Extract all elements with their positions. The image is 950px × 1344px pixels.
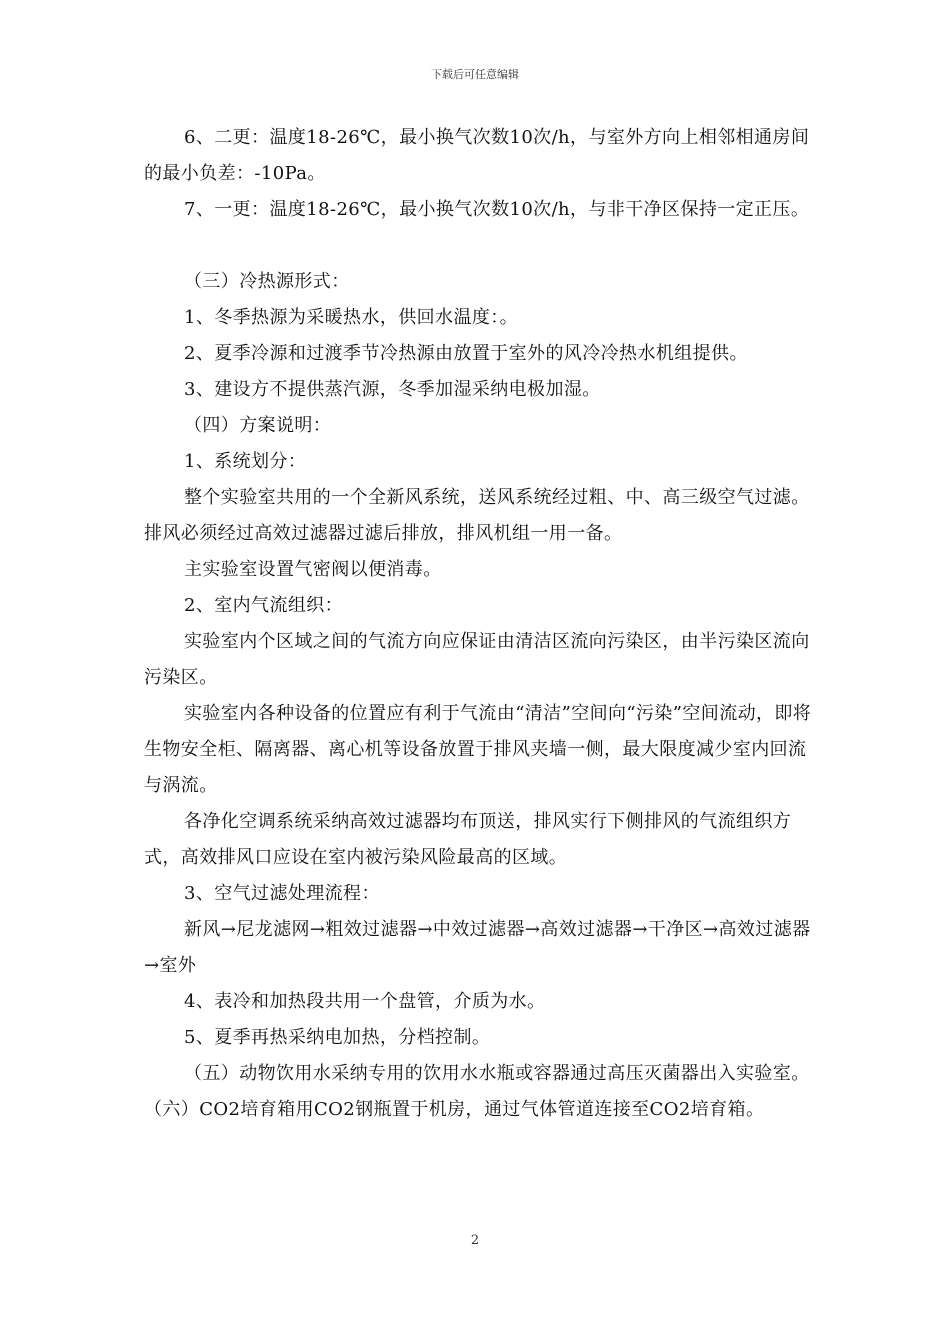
paragraph: 2、室内气流组织： bbox=[184, 595, 344, 616]
document-body bbox=[144, 120, 812, 1128]
paragraph: 实验室内各种设备的位置应有利于气流由“清洁”空间向“污染”空间流动，即将生物安全柜、隔离器、离心机等设备放置于排风夹墙一侧，最大限度减少室内回流与涡流。 bbox=[144, 703, 812, 796]
paragraph: 5、夏季再热采纳电加热，分档控制。 bbox=[184, 1027, 491, 1048]
paragraph: 实验室内个区域之间的气流方向应保证由清洁区流向污染区，由半污染区流向污染区。 bbox=[144, 631, 810, 688]
paragraph: 1、冬季热源为采暖热水，供回水温度：。 bbox=[184, 307, 519, 328]
paragraph: 7、一更：温度18-26℃，最小换气次数10次/h，与非干净区保持一定正压。 bbox=[184, 199, 810, 220]
paragraph: 主实验室设置气密阀以便消毒。 bbox=[184, 559, 442, 580]
paragraph: 整个实验室共用的一个全新风系统，送风系统经过粗、中、高三级空气过滤。排风必须经过高效过滤器过滤后排放，排风机组一用一备。 bbox=[144, 487, 810, 544]
paragraph: 4、表冷和加热段共用一个盘管，介质为水。 bbox=[184, 991, 546, 1012]
paragraph: 1、系统划分： bbox=[184, 451, 307, 472]
paragraph: 2、夏季冷源和过渡季节冷热源由放置于室外的风冷冷热水机组提供。 bbox=[184, 343, 748, 364]
page-header: 下载后可任意编辑 bbox=[431, 68, 519, 81]
section-heading: （三）冷热源形式： bbox=[184, 271, 350, 292]
paragraph: 3、空气过滤处理流程： bbox=[184, 883, 380, 904]
page-number: 2 bbox=[470, 1233, 480, 1248]
section-heading: （五）动物饮用水采纳专用的饮用水水瓶或容器通过高压灭菌器出入实验室。（六）CO2培育箱用CO2钢瓶置于机房，通过气体管道连接至CO2培育箱。 bbox=[144, 1063, 810, 1120]
paragraph: 6、二更：温度18-26℃，最小换气次数10次/h，与室外方向上相邻相通房间的最小负差：-10Pa。 bbox=[144, 127, 810, 184]
paragraph: 各净化空调系统采纳高效过滤器均布顶送，排风实行下侧排风的气流组织方式，高效排风口应设在室内被污染风险最高的区域。 bbox=[144, 811, 792, 868]
paragraph: 新风→尼龙滤网→粗效过滤器→中效过滤器→高效过滤器→干净区→高效过滤器→室外 bbox=[144, 919, 811, 976]
blank-line bbox=[144, 228, 812, 264]
section-heading: （四）方案说明： bbox=[184, 415, 332, 436]
paragraph: 3、建设方不提供蒸汽源，冬季加湿采纳电极加湿。 bbox=[184, 379, 601, 400]
